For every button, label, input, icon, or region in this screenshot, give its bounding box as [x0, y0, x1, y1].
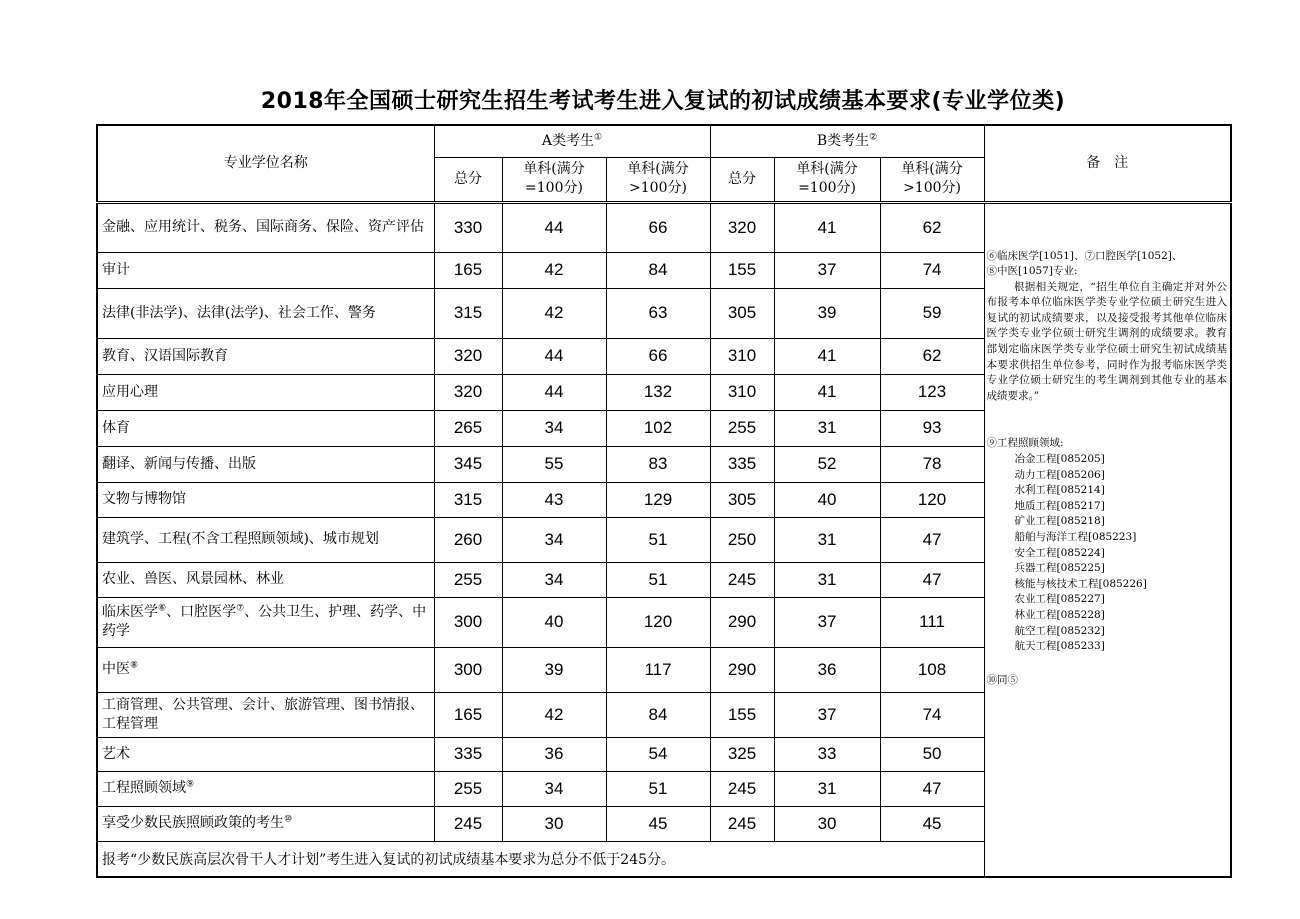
list-item: 航空工程[085232]: [1014, 624, 1105, 637]
header-major-name: 专业学位名称: [97, 125, 434, 202]
major-name: 享受少数民族照顾政策的考生: [102, 815, 284, 831]
score-cell-b-total: 255: [710, 410, 774, 446]
score-cell-b-total: 245: [710, 771, 774, 806]
score-cell-b-s100: 31: [774, 562, 880, 597]
score-cell-b-sgt100: 123: [880, 374, 984, 410]
score-cell-a-sgt100: 84: [606, 252, 710, 288]
header-b-total: 总分: [710, 157, 774, 202]
score-cell-a-sgt100: 84: [606, 692, 710, 737]
score-cell-a-sgt100: 117: [606, 647, 710, 692]
score-cell-b-total: 335: [710, 446, 774, 482]
header-b-single-100: 单科(满分 =100分): [774, 157, 880, 202]
score-cell-a-s100: 43: [502, 482, 606, 517]
header-a-total: 总分: [434, 157, 502, 202]
footnote-mark: ⑦: [236, 603, 245, 614]
score-cell-a-s100: 42: [502, 288, 606, 338]
page-title: 2018年全国硕士研究生招生考试考生进入复试的初试成绩基本要求(专业学位类): [260, 89, 1066, 114]
score-cell-a-s100: 44: [502, 338, 606, 374]
score-cell-b-s100: 36: [774, 647, 880, 692]
score-cell-b-total: 290: [710, 647, 774, 692]
score-cell-a-total: 245: [434, 806, 502, 841]
score-cell-b-sgt100: 47: [880, 562, 984, 597]
score-cell-b-total: 290: [710, 597, 774, 647]
score-cell-a-total: 300: [434, 597, 502, 647]
score-cell-a-s100: 30: [502, 806, 606, 841]
score-cell-a-total: 265: [434, 410, 502, 446]
remarks-cell: [984, 202, 1231, 877]
major-name: 教育、汉语国际教育: [102, 347, 228, 364]
score-cell-a-sgt100: 54: [606, 737, 710, 771]
score-cell-a-total: 330: [434, 202, 502, 252]
header-b-single-gt100: 单科(满分 >100分): [880, 157, 984, 202]
score-cell-a-s100: 42: [502, 252, 606, 288]
score-cell-b-s100: 31: [774, 410, 880, 446]
major-name-cell: [97, 482, 434, 517]
footnote-text: 报考“少数民族高层次骨干人才计划”考生进入复试的初试成绩基本要求为总分不低于245分。: [97, 841, 984, 877]
remarks-engineering-heading: ⑨工程照顾领域:: [986, 437, 1064, 450]
score-cell-b-s100: 40: [774, 482, 880, 517]
score-cell-a-s100: 40: [502, 597, 606, 647]
score-cell-b-s100: 52: [774, 446, 880, 482]
major-name: 审计: [102, 261, 130, 278]
major-name: 工程照顾领域: [102, 780, 186, 796]
score-cell-b-sgt100: 62: [880, 338, 984, 374]
header-group-b: B类考生②: [710, 125, 984, 157]
list-item: 核能与核技术工程[085226]: [1014, 577, 1147, 590]
list-item: 农业工程[085227]: [1014, 593, 1105, 606]
list-item: 动力工程[085206]: [1014, 468, 1105, 481]
score-cell-b-sgt100: 47: [880, 517, 984, 562]
score-cell-a-sgt100: 83: [606, 446, 710, 482]
major-name: 文物与博物馆: [102, 491, 186, 507]
score-cell-b-sgt100: 50: [880, 737, 984, 771]
score-cell-b-total: 310: [710, 374, 774, 410]
major-name-cell: [97, 202, 434, 252]
header-a-single-100: 单科(满分 =100分): [502, 157, 606, 202]
score-cell-a-s100: 34: [502, 410, 606, 446]
score-cell-b-total: 250: [710, 517, 774, 562]
score-cell-b-s100: 39: [774, 288, 880, 338]
remarks-minority-note: ⑩同⑤: [986, 673, 1019, 686]
score-cell-b-sgt100: 111: [880, 597, 984, 647]
score-cell-b-sgt100: 93: [880, 410, 984, 446]
major-name: 临床医学: [102, 604, 158, 620]
major-name: 金融、应用统计、税务、国际商务、保险、资产评估: [102, 219, 424, 235]
score-cell-a-s100: 42: [502, 692, 606, 737]
header-group-a: A类考生①: [434, 125, 710, 157]
score-cell-a-total: 315: [434, 482, 502, 517]
score-cell-a-total: 300: [434, 647, 502, 692]
major-name-cell: [97, 252, 434, 288]
score-cell-b-s100: 30: [774, 806, 880, 841]
score-cell-a-sgt100: 102: [606, 410, 710, 446]
score-cell-a-s100: 36: [502, 737, 606, 771]
score-cell-b-total: 305: [710, 482, 774, 517]
score-cell-b-s100: 41: [774, 202, 880, 252]
major-name: 体育: [102, 419, 130, 436]
major-name-cell: [97, 374, 434, 410]
score-cell-b-s100: 31: [774, 517, 880, 562]
list-item: 兵器工程[085225]: [1014, 562, 1105, 575]
score-cell-b-sgt100: 74: [880, 692, 984, 737]
score-cell-b-s100: 41: [774, 374, 880, 410]
score-cell-b-total: 325: [710, 737, 774, 771]
table-row: [97, 202, 1231, 252]
score-cell-a-total: 255: [434, 771, 502, 806]
score-cell-a-s100: 55: [502, 446, 606, 482]
score-cell-b-total: 320: [710, 202, 774, 252]
score-cell-a-s100: 34: [502, 562, 606, 597]
score-cell-b-s100: 37: [774, 597, 880, 647]
score-cell-a-sgt100: 120: [606, 597, 710, 647]
major-name: 翻译、新闻与传播、出版: [102, 455, 256, 472]
footnote-mark: ②: [869, 132, 878, 143]
footnote-mark: ①: [594, 132, 603, 143]
score-cell-b-total: 245: [710, 806, 774, 841]
footnote-mark: ⑥: [158, 603, 167, 614]
major-name-cell: [97, 771, 434, 806]
major-name-cell: [97, 597, 434, 647]
score-cell-b-s100: 37: [774, 252, 880, 288]
score-cell-a-total: 320: [434, 374, 502, 410]
score-cell-b-sgt100: 47: [880, 771, 984, 806]
score-cell-b-total: 245: [710, 562, 774, 597]
score-cell-b-s100: 33: [774, 737, 880, 771]
score-cell-a-sgt100: 66: [606, 338, 710, 374]
remarks-medical-heading: ⑥临床医学[1051]、⑦口腔医学[1052]、 ⑧中医[1057]专业:: [986, 249, 1183, 278]
major-name: 艺术: [102, 745, 130, 762]
major-name: 农业、兽医、风景园林、林业: [102, 571, 284, 587]
major-name-cell: [97, 647, 434, 692]
major-name-cell: [97, 410, 434, 446]
list-item: 船舶与海洋工程[085223]: [1014, 531, 1137, 543]
score-cell-a-s100: 44: [502, 374, 606, 410]
score-cell-a-total: 255: [434, 562, 502, 597]
major-name: 中医: [102, 661, 130, 677]
major-name: 、口腔医学: [166, 604, 237, 620]
score-cell-a-total: 315: [434, 288, 502, 338]
major-name-cell: [97, 338, 434, 374]
score-cell-b-s100: 31: [774, 771, 880, 806]
score-cell-a-total: 165: [434, 252, 502, 288]
score-cell-a-total: 165: [434, 692, 502, 737]
score-cell-a-s100: 34: [502, 517, 606, 562]
score-cell-b-sgt100: 108: [880, 647, 984, 692]
score-cell-a-sgt100: 66: [606, 202, 710, 252]
major-name-cell: [97, 288, 434, 338]
major-name-cell: [97, 737, 434, 771]
score-cell-b-total: 310: [710, 338, 774, 374]
score-cell-a-sgt100: 129: [606, 482, 710, 517]
score-cell-b-total: 305: [710, 288, 774, 338]
header-remarks: 备 注: [984, 125, 1231, 202]
score-table: [96, 124, 1232, 878]
list-item: 航天工程[085233]: [1014, 640, 1105, 653]
score-cell-a-s100: 39: [502, 647, 606, 692]
score-cell-a-sgt100: 51: [606, 517, 710, 562]
footnote-mark: ⑩: [284, 814, 293, 825]
list-item: 水利工程[085214]: [1014, 484, 1105, 497]
score-cell-b-sgt100: 62: [880, 202, 984, 252]
score-cell-b-sgt100: 78: [880, 446, 984, 482]
score-cell-b-sgt100: 59: [880, 288, 984, 338]
major-name-cell: [97, 446, 434, 482]
header-a-single-gt100: 单科(满分 >100分): [606, 157, 710, 202]
list-item: 安全工程[085224]: [1014, 546, 1105, 559]
score-cell-a-sgt100: 45: [606, 806, 710, 841]
score-cell-a-s100: 34: [502, 771, 606, 806]
score-cell-a-sgt100: 132: [606, 374, 710, 410]
major-name-cell: [97, 562, 434, 597]
remarks-engineering-list: [985, 452, 1231, 655]
list-item: 地质工程[085217]: [1014, 499, 1105, 512]
score-cell-a-sgt100: 51: [606, 771, 710, 806]
major-name: 法律(非法学)、法律(法学)、社会工作、警务: [102, 304, 376, 321]
major-name: 建筑学、工程(不含工程照顾领域)、城市规划: [102, 531, 379, 547]
major-name-cell: [97, 692, 434, 737]
footnote-mark: ⑨: [186, 779, 195, 790]
remarks-medical-text: 根据相关规定，“招生单位自主确定并对外公布报考本单位临床医学类专业学位硕士研究生进入复试的初试成绩要求，以及接受报考其他单位临床医学类专业学位硕士研究生调剂的成绩要求。教育部划定临床医学类专业学位硕士研究生初试成绩基本要求供招生单位参考，同时作为报考临床医学类专业学位硕士研究生的考生调剂到其他专业的基本成绩要求。”: [986, 280, 1228, 402]
score-cell-b-sgt100: 74: [880, 252, 984, 288]
score-cell-b-total: 155: [710, 252, 774, 288]
list-item: 冶金工程[085205]: [1014, 453, 1105, 466]
score-cell-b-sgt100: 45: [880, 806, 984, 841]
major-name: 工商管理、公共管理、会计、旅游管理、图书情报、工程管理: [102, 696, 424, 732]
score-cell-a-sgt100: 51: [606, 562, 710, 597]
list-item: 林业工程[085228]: [1014, 608, 1105, 621]
major-name: 应用心理: [102, 383, 158, 400]
score-cell-b-s100: 41: [774, 338, 880, 374]
score-cell-a-total: 345: [434, 446, 502, 482]
score-cell-b-sgt100: 120: [880, 482, 984, 517]
major-name-cell: [97, 806, 434, 841]
score-cell-a-total: 320: [434, 338, 502, 374]
score-cell-a-total: 335: [434, 737, 502, 771]
major-name-cell: [97, 517, 434, 562]
score-cell-a-sgt100: 63: [606, 288, 710, 338]
score-cell-a-s100: 44: [502, 202, 606, 252]
score-cell-a-total: 260: [434, 517, 502, 562]
score-cell-b-total: 155: [710, 692, 774, 737]
list-item: 矿业工程[085218]: [1014, 515, 1105, 528]
score-cell-b-s100: 37: [774, 692, 880, 737]
major-name: 、公共卫生、护理、药学、中药学: [102, 604, 427, 639]
footnote-mark: ⑧: [130, 660, 139, 671]
